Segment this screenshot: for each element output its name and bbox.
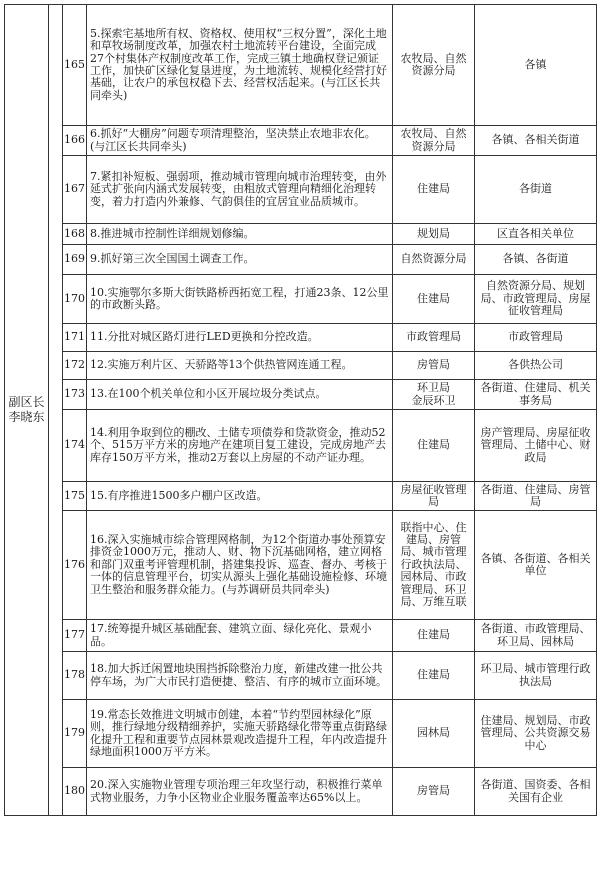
lead-unit: 环卫局 金辰环卫 [393, 380, 475, 410]
lead-unit: 房管局 [393, 768, 475, 816]
task-description: 13.在100个机关单位和小区开展垃圾分类试点。 [87, 380, 393, 410]
table-row [5, 620, 597, 652]
task-description: 19.常态长效推进文明城市创建，本着“节约型园林绿化”原则，推行绿地分级精细养护，实施天骄路绿化带等重点街路绿化提升工程和重要节点园林景观改造提升工程，年内改造提升绿地面积1000万平方米。 [87, 700, 393, 768]
row-number: 179 [63, 700, 87, 768]
task-description: 8.推进城市控制性详细规划修编。 [87, 224, 393, 245]
row-number: 170 [63, 275, 87, 324]
lead-unit: 房屋征收管理局 [393, 482, 475, 511]
row-number: 180 [63, 768, 87, 816]
row-number: 165 [63, 5, 87, 126]
tasks-table [4, 4, 597, 816]
task-description: 9.抓好第三次全国国土调查工作。 [87, 245, 393, 275]
task-description: 10.实施鄂尔多斯大街铁路桥西拓宽工程，打通23条、12公里的市政断头路。 [87, 275, 393, 324]
lead-unit: 规划局 [393, 224, 475, 245]
responsible-units: 各街道、住建局、房管局 [475, 482, 597, 511]
responsible-units: 各镇 [475, 5, 597, 126]
task-description: 6.抓好“大棚房”问题专项清理整治，坚决禁止农地非农化。(与江区长共同牵头) [87, 126, 393, 156]
row-number: 175 [63, 482, 87, 511]
task-description: 11.分批对城区路灯进行LED更换和分控改造。 [87, 324, 393, 352]
task-description: 12.实施万利片区、天骄路等13个供热管网连通工程。 [87, 352, 393, 380]
task-description: 14.利用争取到位的棚改、土储专项债券和贷款资金，推动52个、515万平方米的房地产在建项目复工建设，完成房地产去库存150万平方米，推动2万套以上房屋的不动产证办理。 [87, 410, 393, 482]
task-description: 20.深入实施物业管理专项治理三年攻坚行动，积极推行菜单式物业服务，力争小区物业企业服务覆盖率达65%以上。 [87, 768, 393, 816]
row-number: 174 [63, 410, 87, 482]
row-number: 178 [63, 652, 87, 700]
responsible-units: 各街道、住建局、机关事务局 [475, 380, 597, 410]
table-row [5, 324, 597, 352]
responsible-units: 各镇、各街道、各相关单位 [475, 511, 597, 620]
table-row [5, 482, 597, 511]
lead-unit: 住建局 [393, 275, 475, 324]
lead-unit: 自然资源分局 [393, 245, 475, 275]
lead-unit: 园林局 [393, 700, 475, 768]
row-number: 169 [63, 245, 87, 275]
lead-unit: 农牧局、自然资源分局 [393, 5, 475, 126]
table-row [5, 224, 597, 245]
table-row [5, 352, 597, 380]
lead-unit: 房管局 [393, 352, 475, 380]
lead-unit: 市政管理局 [393, 324, 475, 352]
table-row [5, 511, 597, 620]
responsible-units: 各镇、各街道 [475, 245, 597, 275]
row-number: 172 [63, 352, 87, 380]
responsible-units: 市政管理局 [475, 324, 597, 352]
responsible-units: 住建局、规划局、市政管理局、公共资源交易中心 [475, 700, 597, 768]
table-row [5, 652, 597, 700]
lead-unit: 住建局 [393, 156, 475, 224]
responsible-units: 各供热公司 [475, 352, 597, 380]
table-row [5, 700, 597, 768]
row-number: 173 [63, 380, 87, 410]
table-row [5, 768, 597, 816]
row-number: 171 [63, 324, 87, 352]
row-number: 168 [63, 224, 87, 245]
responsible-leader-cell: 副区长 李晓东 [5, 5, 49, 816]
task-description: 17.统筹提升城区基础配套、建筑立面、绿化亮化、景观小品。 [87, 620, 393, 652]
lead-unit: 住建局 [393, 410, 475, 482]
table-row [5, 5, 597, 126]
table-row [5, 410, 597, 482]
lead-unit: 联指中心、住建局、房管局、城市管理行政执法局、园林局、市政管理局、环卫局、万维互联 [393, 511, 475, 620]
task-description: 18.加大拆迁闲置地块围挡拆除整治力度，新建改建一批公共停车场，为广大市民打造便捷、整洁、有序的城市立面环境。 [87, 652, 393, 700]
task-description: 16.深入实施城市综合管理网格制，为12个街道办事处预算安排资金1000万元，推动人、财、物下沉基础网格，建立网格和部门双重考评管理机制，搭建集投诉、巡查、督办、考核于一体的信息管理平台，切实从源头上强化基础设施检修、环境卫生整治和服务群众能力。(与苏调研员共同牵头) [87, 511, 393, 620]
task-description: 7.紧扣补短板、强弱项，推动城市管理向城市治理转变，由外延式扩张向内涵式发展转变，由粗放式管理向精细化治理转变，着力打造内外兼修、气韵俱佳的宜居宜业品质城市。 [87, 156, 393, 224]
row-number: 177 [63, 620, 87, 652]
table-row [5, 156, 597, 224]
responsible-units: 环卫局、城市管理行政执法局 [475, 652, 597, 700]
task-description: 15.有序推进1500多户棚户区改造。 [87, 482, 393, 511]
blank-column [49, 5, 63, 816]
responsible-units: 各街道、市政管理局、环卫局、园林局 [475, 620, 597, 652]
responsible-units: 自然资源分局、规划局、市政管理局、房屋征收管理局 [475, 275, 597, 324]
lead-unit: 住建局 [393, 620, 475, 652]
responsible-units: 各街道、国资委、各相关国有企业 [475, 768, 597, 816]
responsible-units: 区直各相关单位 [475, 224, 597, 245]
responsible-units: 各镇、各相关街道 [475, 126, 597, 156]
table-row [5, 126, 597, 156]
table-row [5, 275, 597, 324]
responsible-units: 房产管理局、房屋征收管理局、土储中心、财政局 [475, 410, 597, 482]
lead-unit: 农牧局、自然资源分局 [393, 126, 475, 156]
row-number: 176 [63, 511, 87, 620]
row-number: 166 [63, 126, 87, 156]
table-row [5, 380, 597, 410]
task-description: 5.探索宅基地所有权、资格权、使用权“三权分置”，深化土地和草牧场制度改革，加强农村土地流转平台建设，全面完成27个村集体产权制度改革工作，完成三镇土地确权登记颁证工作，加快矿区绿化复垦进度，为土地流转、规模化经营打好基础，让农户的承包权稳下去、经营权活起来。(与江区长共同牵头) [87, 5, 393, 126]
row-number: 167 [63, 156, 87, 224]
responsible-units: 各街道 [475, 156, 597, 224]
lead-unit: 住建局 [393, 652, 475, 700]
table-row [5, 245, 597, 275]
